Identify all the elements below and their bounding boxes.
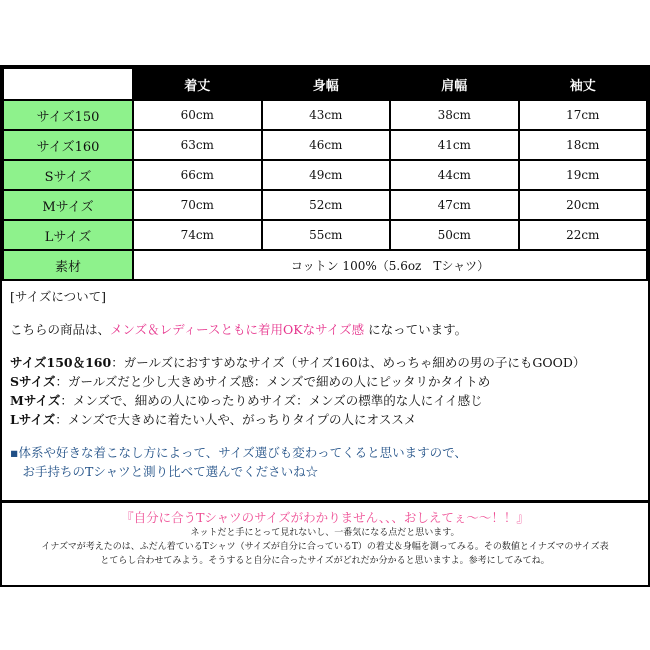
- header-cell: 身幅: [262, 68, 391, 100]
- cell: 47cm: [390, 190, 519, 220]
- size-text: ：メンズで大きめに着たい人や、がっちりタイプの人にオススメ: [55, 412, 417, 427]
- size-table: [2, 67, 648, 281]
- size-about-section: [2, 281, 648, 503]
- cell: 22cm: [519, 220, 648, 250]
- cell: 60cm: [133, 100, 262, 130]
- size-text: ：メンズで、細めの人にゆったりめサイズ：メンズの標準的な人にイイ感じ: [60, 393, 483, 408]
- advice-title: 『自分に合うTシャツのサイズがわかりません、、、おしえてぇ〜〜！！』: [121, 510, 529, 525]
- row-label: サイズ150: [3, 100, 133, 130]
- cell: 70cm: [133, 190, 262, 220]
- size-key: Mサイズ: [10, 393, 61, 408]
- row-label: サイズ160: [3, 130, 133, 160]
- cell: 20cm: [519, 190, 648, 220]
- size-text: ：ガールズにおすすめなサイズ（サイズ160は、めっちゃ細めの男の子にもGOOD）: [111, 355, 586, 370]
- size-key: Lサイズ: [10, 412, 56, 427]
- about-heading: [サイズについて]: [10, 289, 107, 304]
- cell: 50cm: [390, 220, 519, 250]
- table-row: [3, 160, 647, 190]
- cell: 63cm: [133, 130, 262, 160]
- cell: 52cm: [262, 190, 391, 220]
- header-blank: [3, 68, 133, 100]
- material-value: コットン 100%（5.6oz Tシャツ）: [133, 250, 647, 280]
- table-row: [3, 130, 647, 160]
- size-chart-panel: [0, 65, 650, 587]
- size-key: サイズ150＆160: [10, 355, 112, 370]
- cell: 18cm: [519, 130, 648, 160]
- cell: 66cm: [133, 160, 262, 190]
- material-row: [3, 250, 647, 280]
- intro-highlight: メンズ＆レディースともに着用OKなサイズ感: [110, 322, 365, 337]
- intro-text-end: になっています。: [364, 322, 468, 337]
- row-label: Sサイズ: [3, 160, 133, 190]
- cell: 38cm: [390, 100, 519, 130]
- size-desc: [10, 391, 640, 410]
- row-label: Mサイズ: [3, 190, 133, 220]
- row-label: Lサイズ: [3, 220, 133, 250]
- note-line: ▪体系や好きな着こなし方によって、サイズ選びも変わってくると思いますので、: [10, 445, 467, 460]
- table-row: [3, 190, 647, 220]
- table-row: [3, 220, 647, 250]
- cell: 46cm: [262, 130, 391, 160]
- size-desc: [10, 353, 640, 372]
- header-cell: 袖丈: [519, 68, 648, 100]
- cell: 19cm: [519, 160, 648, 190]
- advice-line: イナズマが考えたのは、ふだん着ているTシャツ（サイズが自分に合っているT）の着丈＆身幅を測ってみる。その数値とイナズマのサイズ表: [41, 542, 609, 552]
- table-row: [3, 100, 647, 130]
- cell: 41cm: [390, 130, 519, 160]
- header-cell: 着丈: [133, 68, 262, 100]
- table-header-row: [3, 68, 647, 100]
- size-key: Sサイズ: [10, 374, 56, 389]
- header-cell: 肩幅: [390, 68, 519, 100]
- size-desc: [10, 372, 640, 391]
- intro-text: こちらの商品は、: [10, 322, 111, 337]
- advice-section: [2, 503, 648, 568]
- material-label: 素材: [3, 250, 133, 280]
- size-text: ：ガールズだと少し大きめサイズ感：メンズで細めの人にピッタリかタイトめ: [55, 374, 491, 389]
- cell: 17cm: [519, 100, 648, 130]
- cell: 43cm: [262, 100, 391, 130]
- cell: 49cm: [262, 160, 391, 190]
- advice-line: ネットだと手にとって見れないし、一番気になる点だと思います。: [190, 528, 460, 538]
- cell: 44cm: [390, 160, 519, 190]
- cell: 74cm: [133, 220, 262, 250]
- note-line: お手持ちのTシャツと測り比べて選んでくださいね☆: [10, 464, 319, 479]
- size-desc: [10, 410, 640, 429]
- about-intro: [10, 320, 640, 339]
- advice-line: とてらし合わせてみよう。そうすると自分に合ったサイズがどれだか分かると思いますよ。参考にしてみてね。: [100, 556, 550, 566]
- cell: 55cm: [262, 220, 391, 250]
